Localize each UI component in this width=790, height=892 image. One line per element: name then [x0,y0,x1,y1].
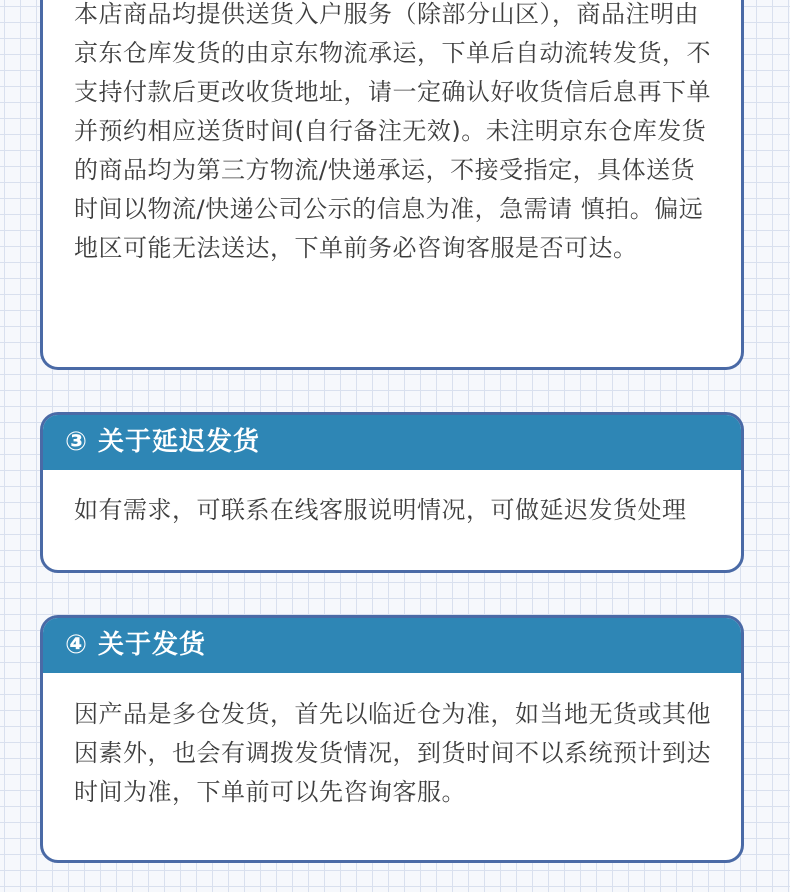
delivery-policy-card [40,0,744,370]
delayed-shipping-title: 关于延迟发货 [98,427,261,457]
section-number-3: ③ [65,427,89,457]
shipping-text [43,673,741,812]
delayed-shipping-text [43,470,741,530]
section-number-4: ④ [65,630,89,660]
shipping-card [40,615,744,863]
shipping-header [43,618,741,673]
delivery-policy-paragraph: 本店商品均提供送货入户服务（除部分山区），商品注明由京东仓库发货的由京东物流承运，下单后自动流转发货，不支持付款后更改收货地址，请一定确认好收货信后息再下单并预约相应送货时间(自行备注无效)。未注明京东仓库发货的商品均为第三方物流/快递承运，不接受指定，具体送货时间以物流/快递公司公示的信息为准，急需请 慎拍。偏远地区可能无法送达，下单前务必咨询客服是否可达。 [74,0,711,262]
delayed-shipping-paragraph: 如有需求，可联系在线客服说明情况，可做延迟发货处理 [74,496,687,524]
shipping-paragraph: 因产品是多仓发货，首先以临近仓为准，如当地无货或其他因素外，也会有调拨发货情况，到货时间不以系统预计到达时间为准，下单前可以先咨询客服。 [74,700,711,806]
delayed-shipping-card [40,412,744,573]
delayed-shipping-header [43,415,741,470]
delivery-policy-text [43,0,741,268]
shipping-title: 关于发货 [98,630,207,660]
